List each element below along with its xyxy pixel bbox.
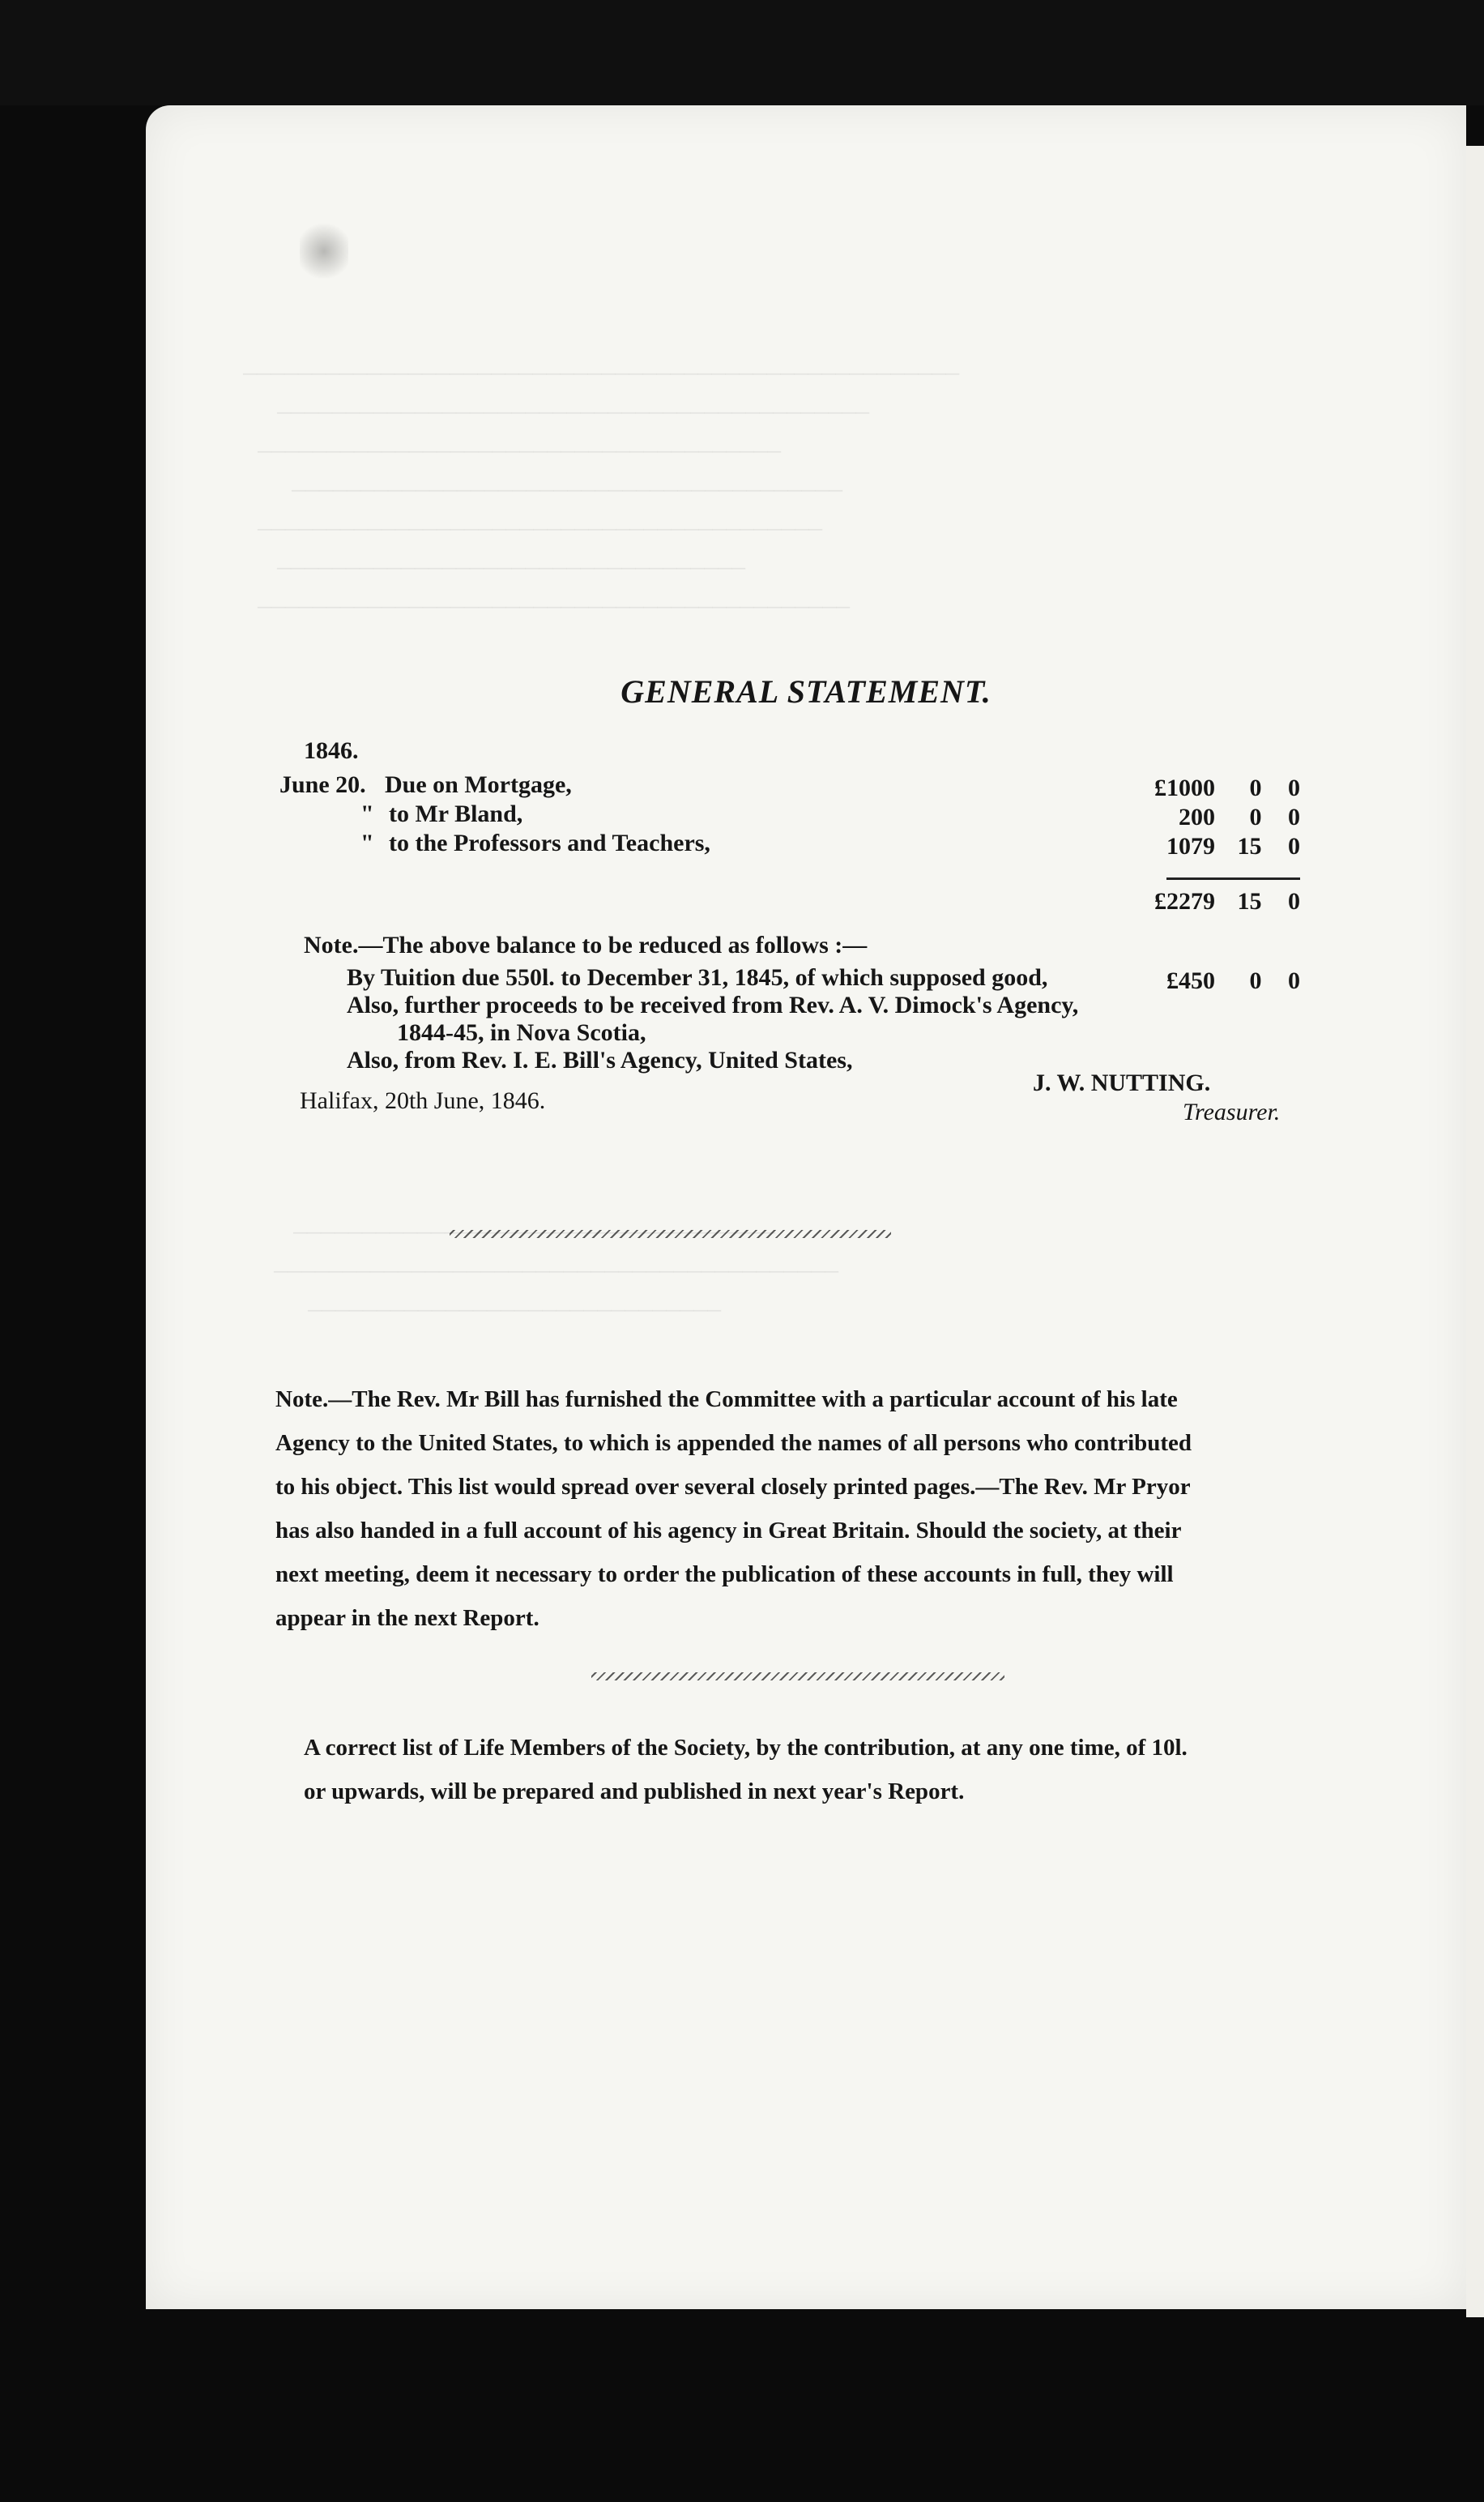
show-through-text-lower: ───────────────────────────────────────── ──────────────────────────────: [274, 1262, 839, 1321]
scan-top-border: [0, 0, 1484, 105]
scan-bottom-border: [146, 2309, 1466, 2502]
page-title: GENERAL STATEMENT.: [620, 673, 991, 710]
place-date: Halifax, 20th June, 1846.: [300, 1087, 546, 1114]
section-divider: [591, 1672, 1004, 1680]
paragraph-line: appear in the next Report.: [275, 1605, 539, 1631]
amount-shillings: 0: [1249, 775, 1262, 801]
entry-amount: [1118, 775, 1300, 802]
total-amount: [1118, 888, 1300, 916]
paragraph-line: Agency to the United States, to which is appended the names of all persons who contributed: [275, 1430, 1192, 1456]
entry-label: to the Professors and Teachers,: [389, 830, 710, 856]
note-line: 1844-45, in Nova Scotia,: [397, 1019, 646, 1046]
signer-name: J. W. NUTTING.: [1033, 1070, 1211, 1096]
amount-pence: 0: [1288, 804, 1300, 830]
amount-pounds: 1079: [1166, 833, 1215, 860]
paragraph-line: A correct list of Life Members of the Society, by the contribution, at any one time, of 10l.: [304, 1735, 1188, 1761]
show-through-text: ──────────────────────────────────────────────────── ─────────────────────────────────────────── ────────────────────────────────────── ──────────────────────────────────────── ───────────────────────────────────────── ────────────────────────────────── ───────────────────────────────────────────: [243, 364, 960, 618]
year-label: 1846.: [304, 737, 359, 764]
entry-label: to Mr Bland,: [389, 801, 523, 827]
entry-amount: [1118, 833, 1300, 860]
members-note: [304, 1726, 1462, 1813]
amount-shillings: 15: [1237, 833, 1262, 860]
tuition-pounds: £450: [1166, 967, 1215, 994]
tuition-amount: [1150, 967, 1300, 995]
total-shillings: 15: [1237, 888, 1262, 915]
section-divider: [450, 1230, 891, 1238]
sum-rule: [1166, 877, 1300, 880]
signer-title: Treasurer.: [1183, 1099, 1281, 1125]
note-line: By Tuition due 550l. to December 31, 1845, of which supposed good,: [347, 964, 1048, 991]
page-corner-wear: [300, 219, 348, 284]
paragraph-line: Note.—The Rev. Mr Bill has furnished the Committee with a particular account of his late: [275, 1386, 1178, 1412]
amount-pounds: 200: [1179, 804, 1215, 830]
tuition-pence: 0: [1288, 967, 1300, 994]
paragraph-line: or upwards, will be prepared and published in next year's Report.: [304, 1778, 965, 1804]
note-heading: Note.—The above balance to be reduced as follows :—: [304, 932, 868, 959]
total-pounds: £2279: [1154, 888, 1215, 915]
entry-date: June 20.: [279, 771, 366, 798]
paragraph-line: has also handed in a full account of his agency in Great Britain. Should the society, at their: [275, 1518, 1182, 1543]
total-pence: 0: [1288, 888, 1300, 915]
document-page: [146, 105, 1466, 2309]
amount-pence: 0: [1288, 833, 1300, 860]
amount-pounds: £1000: [1154, 775, 1215, 801]
tuition-shillings: 0: [1249, 967, 1262, 994]
entry-label: Due on Mortgage,: [385, 771, 572, 798]
entry-ditto: ": [360, 830, 374, 856]
note-line: Also, from Rev. I. E. Bill's Agency, United States,: [347, 1047, 853, 1074]
note-line: Also, further proceeds to be received from Rev. A. V. Dimock's Agency,: [347, 992, 1079, 1018]
paragraph-line: to his object. This list would spread over several closely printed pages.—The Rev. Mr Pryor: [275, 1474, 1191, 1500]
note-paragraph: [275, 1377, 1454, 1640]
amount-shillings: 0: [1249, 804, 1262, 830]
entry-ditto: ": [360, 801, 374, 827]
amount-pence: 0: [1288, 775, 1300, 801]
paragraph-line: next meeting, deem it necessary to order the publication of these accounts in full, they will: [275, 1561, 1174, 1587]
entry-amount: [1118, 804, 1300, 831]
